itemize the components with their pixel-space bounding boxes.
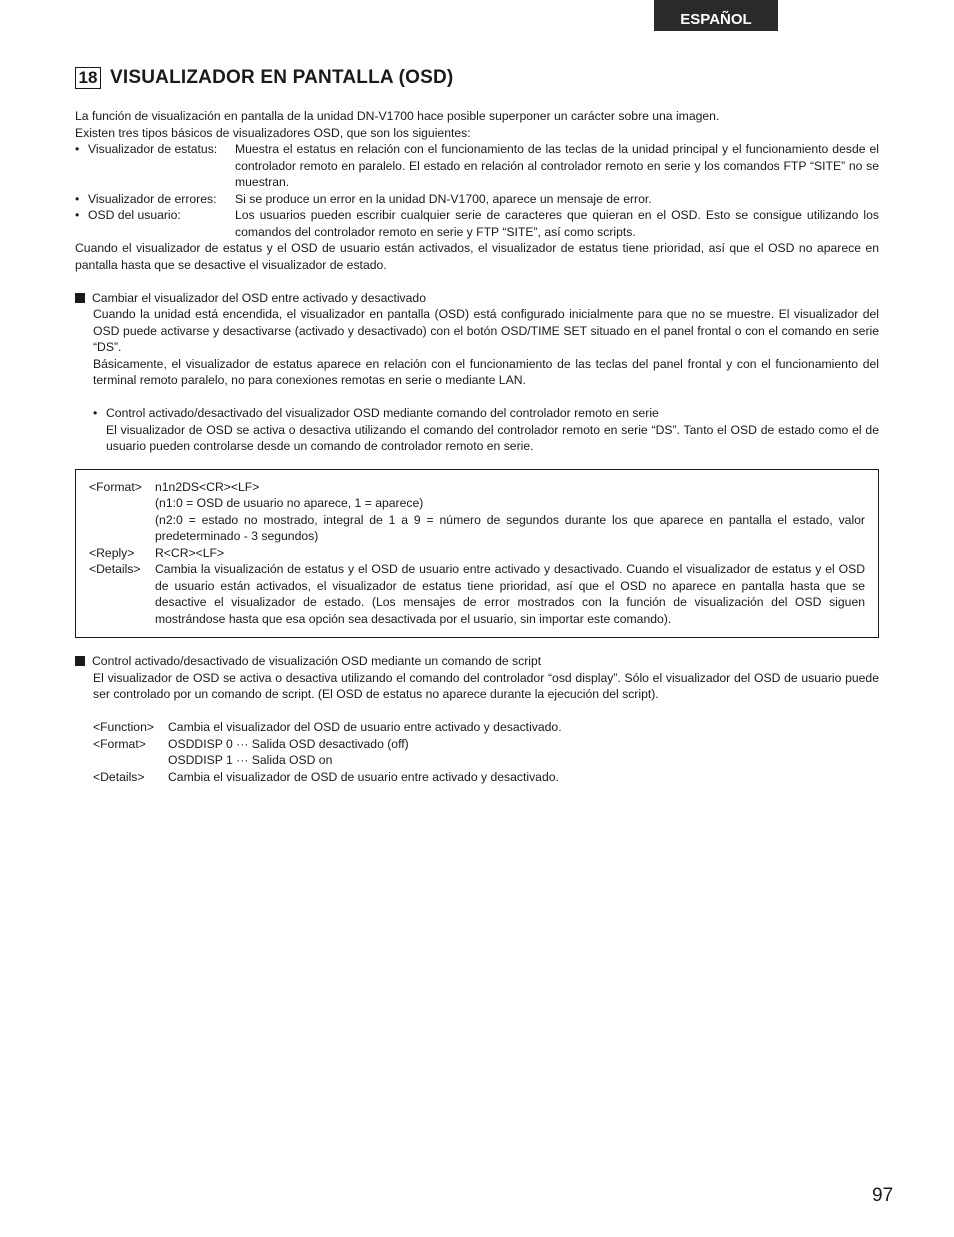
format-line-1: OSDDISP 0 ··· Salida OSD desactivado (off) bbox=[168, 736, 409, 751]
subsection-heading-text: Cambiar el visualizador del OSD entre activado y desactivado bbox=[92, 290, 426, 305]
script-format-row bbox=[75, 736, 879, 753]
function-key: <Function> bbox=[93, 720, 154, 734]
format-key: <Format> bbox=[93, 736, 146, 751]
format-n2: (n2:0 = estado no mostrado, integral de 1 a 9 = número de segundos durante los que aparece en pantalla el estado, valor predeterminado - 3 segundos) bbox=[155, 512, 865, 543]
details-key: <Details> bbox=[93, 769, 145, 784]
subsection-heading-a bbox=[75, 290, 879, 307]
subsection-a-paragraph-2: Básicamente, el visualizador de estatus aparece en relación con el funcionamiento de las teclas del panel frontal y con el funcionamiento del terminal remoto paralelo, no para conexiones remotas en serie o mediante LAN. bbox=[93, 356, 879, 387]
format-key: <Format> bbox=[89, 479, 142, 494]
subsection-b-paragraph-1: El visualizador de OSD se activa o desactiva utilizando el comando del controlador “osd display”. Sólo el visualizador del OSD de usuario puede ser controlado por un comando de script. (El OSD de estatus no aparece durante la ejecución del script). bbox=[93, 670, 879, 701]
reply-value: R<CR><LF> bbox=[155, 545, 225, 560]
osd-type-item bbox=[75, 207, 879, 240]
reply-key: <Reply> bbox=[89, 545, 135, 560]
subsection-heading-b bbox=[75, 653, 879, 670]
section-title: VISUALIZADOR EN PANTALLA (OSD) bbox=[110, 67, 454, 88]
serial-control-title: Control activado/desactivado del visualizador OSD mediante comando del controlador remoto en serie bbox=[106, 406, 659, 420]
format-value: n1n2DS<CR><LF> bbox=[155, 479, 260, 494]
subsection-a-paragraph-1: Cuando la unidad está encendida, el visualizador en pantalla (OSD) está configurado inicialmente para que no se muestre. El visualizador del OSD puede activarse y desactivarse (activado y desactivado) con el botón OSD/TIME SET situado en el panel frontal o con el comando en serie “DS”. bbox=[93, 307, 879, 354]
bullet-icon: • bbox=[75, 208, 80, 222]
osd-type-label: Visualizador de estatus: bbox=[88, 142, 218, 156]
format-n1-row bbox=[89, 495, 865, 512]
page-content bbox=[75, 108, 879, 785]
section-number: 18 bbox=[75, 67, 101, 89]
square-bullet-icon bbox=[75, 656, 85, 666]
page-number: 97 bbox=[872, 1185, 894, 1206]
subsection-heading-text: Control activado/desactivado de visualización OSD mediante un comando de script bbox=[92, 654, 542, 668]
osd-type-item bbox=[75, 141, 879, 191]
script-function-row bbox=[75, 719, 879, 736]
intro-paragraph-3: Cuando el visualizador de estatus y el OSD de usuario están activados, el visualizador de estatus tiene prioridad, así que el OSD no aparece en pantalla hasta que se desactive el visualizador de estado. bbox=[75, 241, 879, 272]
format-n2-row bbox=[89, 512, 865, 545]
script-format-row-2 bbox=[75, 752, 879, 769]
square-bullet-icon bbox=[75, 293, 85, 303]
section-heading bbox=[75, 67, 453, 89]
command-box bbox=[75, 469, 879, 639]
details-key: <Details> bbox=[89, 562, 141, 576]
intro-paragraph-2: Existen tres tipos básicos de visualizadores OSD, que son los siguientes: bbox=[75, 125, 471, 140]
serial-control-item bbox=[75, 405, 879, 422]
serial-control-text: El visualizador de OSD se activa o desactiva utilizando el comando del controlador remoto en serie “DS”. Tanto el OSD de estado como el de usuario pueden controlarse desde un comando de controlador remoto en serie. bbox=[106, 422, 879, 453]
bullet-icon: • bbox=[75, 191, 80, 206]
details-value: Cambia el visualizador de OSD de usuario entre activado y desactivado. bbox=[168, 769, 559, 784]
format-line-2: OSDDISP 1 ··· Salida OSD on bbox=[168, 753, 333, 767]
bullet-icon: • bbox=[93, 406, 98, 420]
details-row bbox=[89, 561, 865, 627]
format-row bbox=[89, 479, 865, 496]
reply-row bbox=[89, 545, 865, 562]
function-value: Cambia el visualizador del OSD de usuario entre activado y desactivado. bbox=[168, 720, 562, 734]
bullet-icon: • bbox=[75, 142, 80, 156]
osd-type-label: Visualizador de errores: bbox=[88, 191, 217, 206]
intro-paragraph-1: La función de visualización en pantalla de la unidad DN-V1700 hace posible superponer un carácter sobre una imagen. bbox=[75, 109, 720, 123]
osd-type-text: Si se produce un error en la unidad DN-V1700, aparece un mensaje de error. bbox=[235, 191, 652, 206]
osd-type-text: Los usuarios pueden escribir cualquier serie de caracteres que quieran en el OSD. Esto se consigue utilizando los comandos del controlador remoto en serie y FTP “SITE”, así como scripts. bbox=[235, 208, 879, 239]
details-value: Cambia la visualización de estatus y el OSD de usuario entre activado y desactivado. Cuando el visualizador de estatus y el OSD de usuario están activados, el visualizador de estatus tiene prioridad, así que el OSD no aparece en pantalla hasta que se desactive el visualizador de estado. (Los mensajes de error mostrados con la función de visualización del OSD siguen mostrándose hasta que esa opción sea desactivada por el usuario, sin importar este comando). bbox=[155, 562, 865, 626]
script-details-row bbox=[75, 769, 879, 786]
format-n1: (n1:0 = OSD de usuario no aparece, 1 = aparece) bbox=[155, 496, 424, 510]
osd-type-item bbox=[75, 191, 879, 208]
language-tab: ESPAÑOL bbox=[654, 0, 778, 31]
osd-type-text: Muestra el estatus en relación con el funcionamiento de las teclas de la unidad principal y el funcionamiento desde el controlador remoto en paralelo. El estado en relación al controlador remoto en serie y los comandos FTP “SITE” no se muestran. bbox=[235, 142, 879, 189]
osd-type-label: OSD del usuario: bbox=[88, 208, 181, 222]
